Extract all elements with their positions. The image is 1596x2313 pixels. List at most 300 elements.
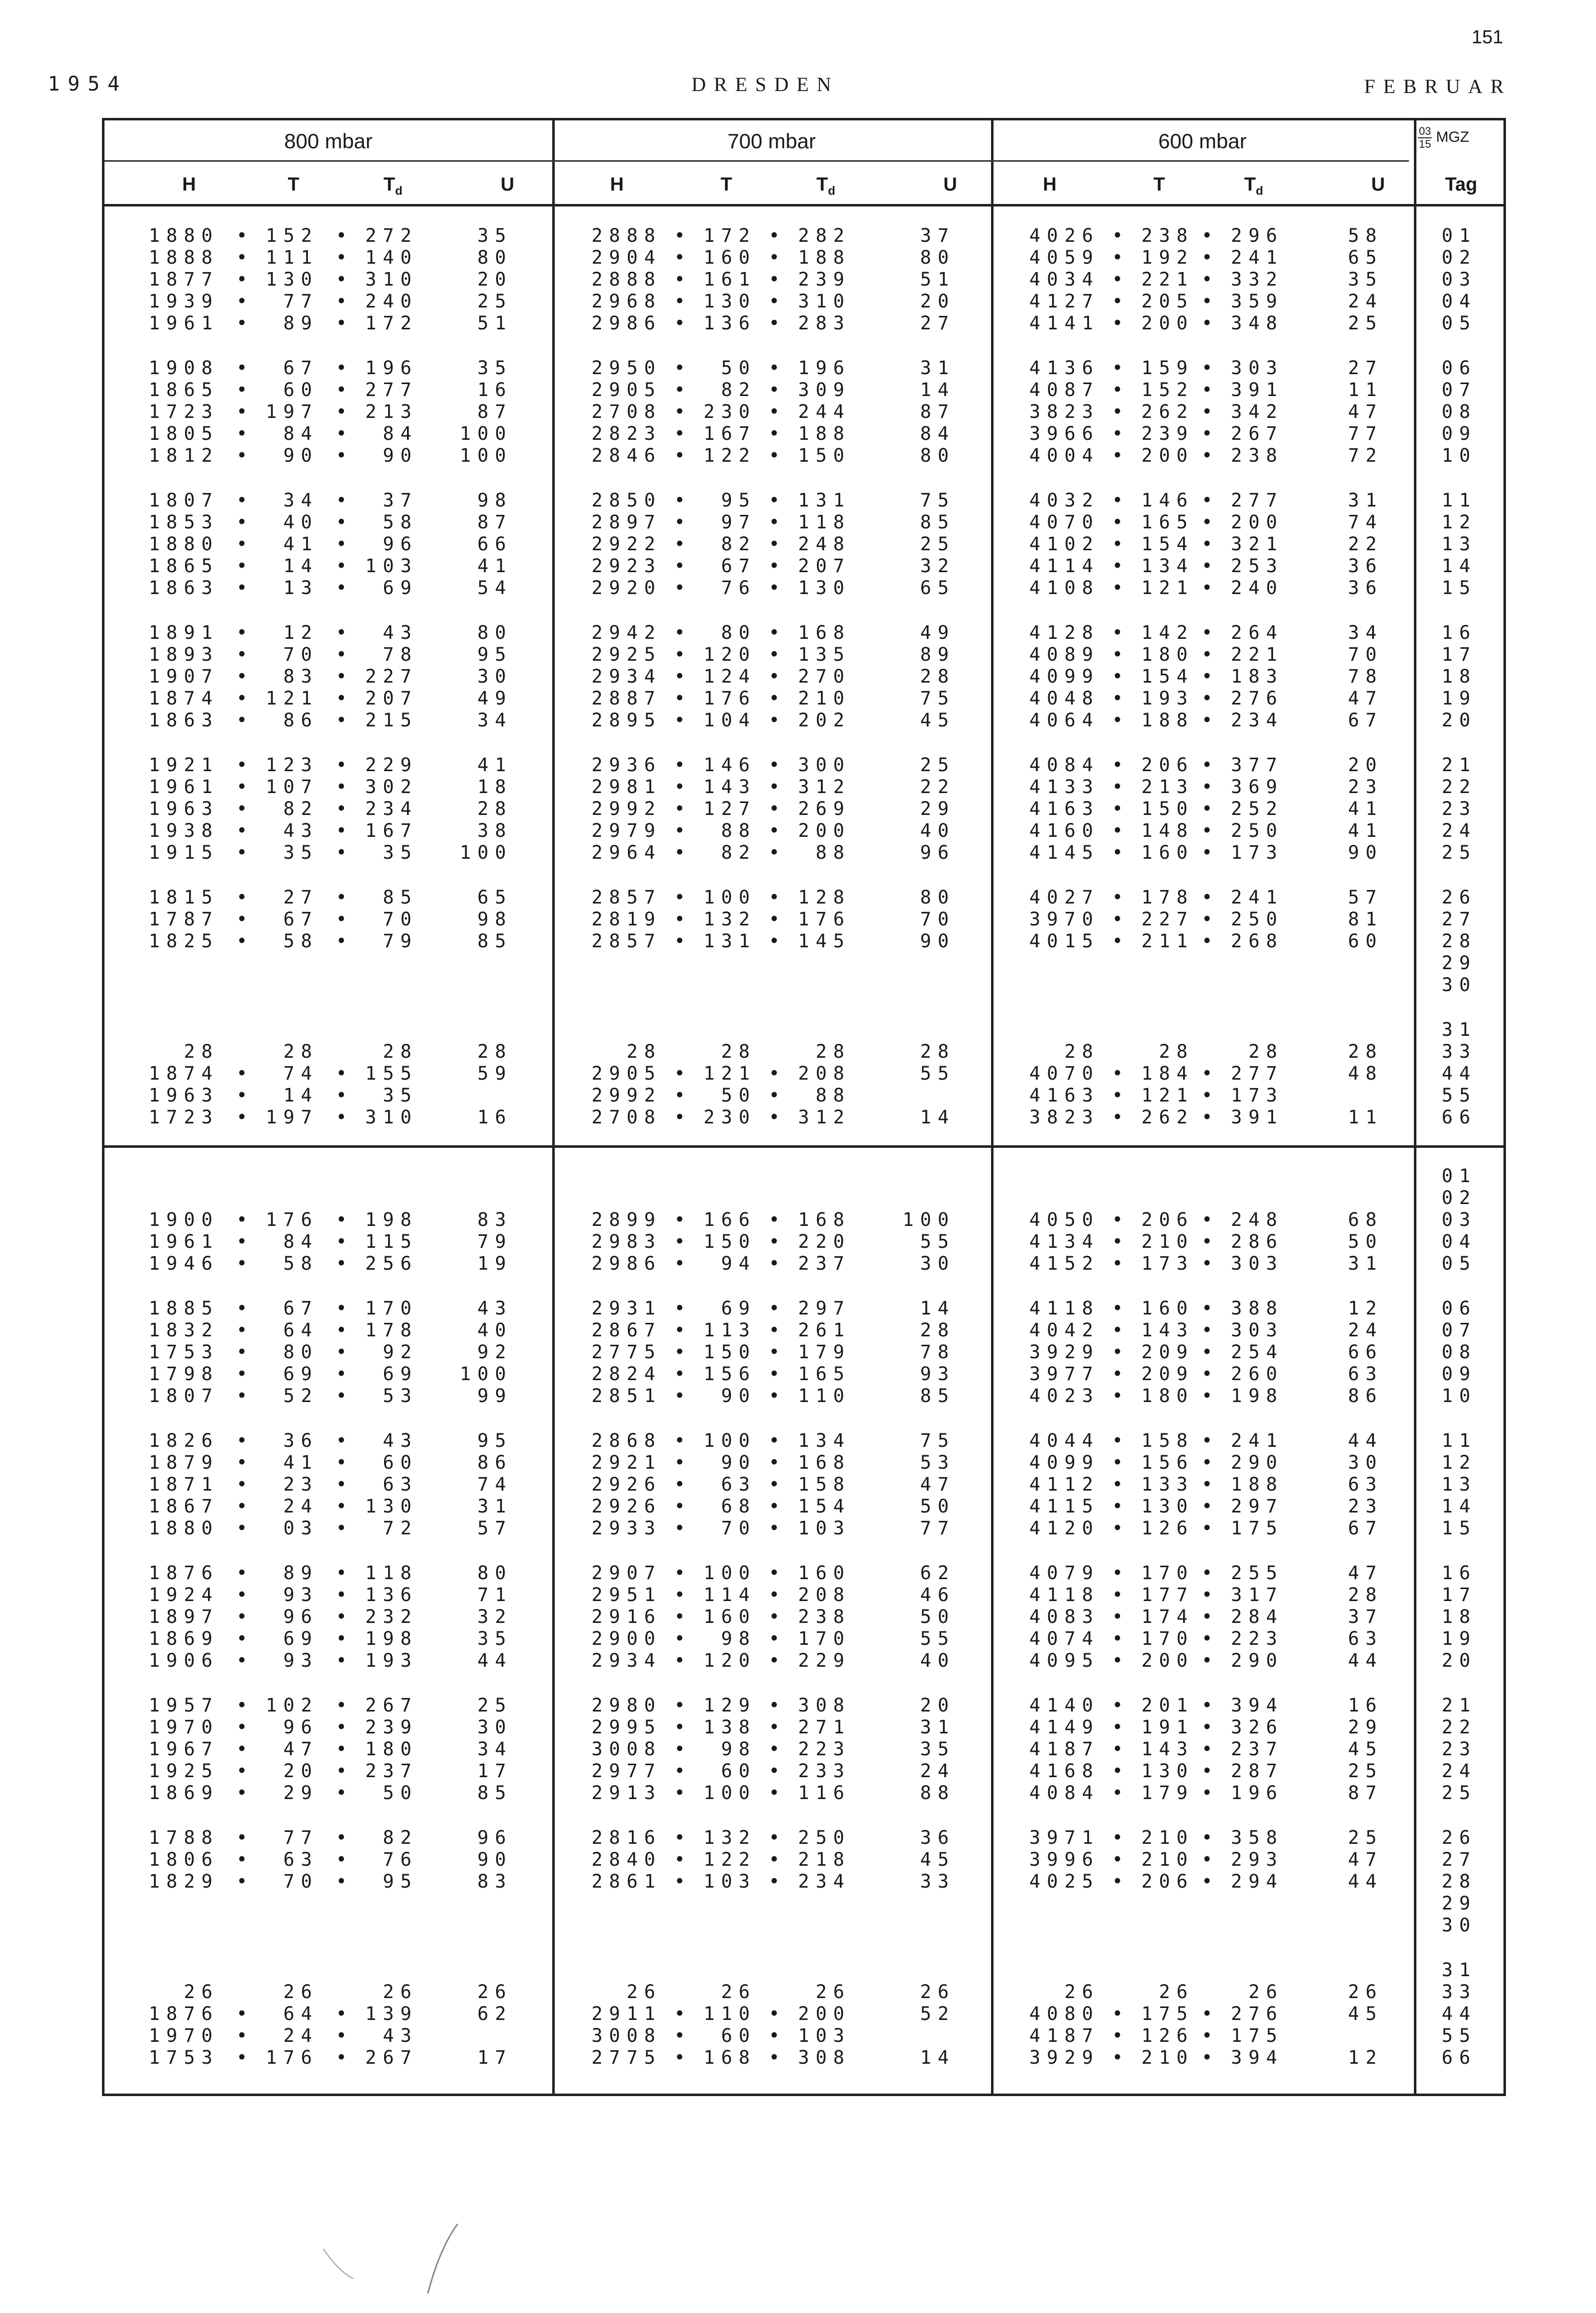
- negative-dot: •: [236, 1298, 254, 1319]
- cell-t-700: 166: [703, 1209, 756, 1230]
- negative-dot: •: [1112, 1496, 1130, 1517]
- cell-td-700: 312: [798, 776, 851, 798]
- negative-dot: •: [769, 1606, 787, 1627]
- cell-t-800: 27: [283, 887, 318, 908]
- cell-t-700: 132: [703, 1827, 756, 1848]
- cell-td-800: 78: [383, 644, 418, 665]
- cell-t-600: 206: [1141, 1209, 1194, 1230]
- cell-tag: 11: [1441, 1430, 1477, 1451]
- negative-dot: •: [769, 445, 787, 466]
- cell-h-700: 2907: [591, 1562, 662, 1584]
- cell-tag: 12: [1441, 511, 1477, 533]
- cell-td-600: 348: [1231, 312, 1284, 334]
- negative-dot: •: [236, 776, 254, 798]
- cell-t-700: 132: [703, 908, 756, 930]
- negative-dot: •: [674, 1106, 692, 1128]
- cell-t-700: 120: [703, 1650, 756, 1671]
- negative-dot: •: [1201, 1319, 1219, 1341]
- cell-t-800: 70: [283, 1871, 318, 1892]
- table-row: [104, 887, 1503, 908]
- cell-u-700: 55: [920, 1628, 955, 1649]
- negative-dot: •: [674, 887, 692, 908]
- tag-header: Tag: [1445, 174, 1478, 195]
- negative-dot: •: [236, 1650, 254, 1671]
- cell-u-700: 85: [920, 1385, 955, 1407]
- cell-t-700: 100: [703, 1782, 756, 1804]
- cell-tag: 05: [1441, 312, 1477, 334]
- table-row: [104, 688, 1503, 709]
- cell-t-700: 70: [721, 1517, 756, 1539]
- cell-td-800: 130: [365, 1496, 418, 1517]
- negative-dot: •: [236, 842, 254, 863]
- table-row: [104, 247, 1503, 269]
- cell-td-700: 207: [798, 555, 851, 577]
- cell-t-700: 98: [721, 1628, 756, 1649]
- cell-td-600: 183: [1231, 666, 1284, 687]
- cell-h-600: 4027: [1029, 887, 1099, 908]
- cell-td-600: 277: [1231, 1063, 1284, 1084]
- cell-h-800: 28: [184, 1041, 219, 1062]
- cell-tag: 02: [1441, 247, 1477, 268]
- cell-u-600: 25: [1348, 312, 1383, 334]
- cell-u-700: 90: [920, 930, 955, 952]
- header-rule: [104, 204, 1503, 206]
- cell-t-600: 205: [1141, 291, 1194, 312]
- cell-h-700: 2775: [591, 2047, 662, 2068]
- cell-tag: 28: [1441, 1871, 1477, 1892]
- cell-t-800: 28: [283, 1041, 318, 1062]
- cell-t-600: 154: [1141, 533, 1194, 555]
- negative-dot: •: [336, 1849, 354, 1870]
- cell-t-700: 143: [703, 776, 756, 798]
- negative-dot: •: [236, 908, 254, 930]
- cell-td-700: 179: [798, 1341, 851, 1363]
- negative-dot: •: [1201, 754, 1219, 776]
- cell-t-800: 83: [283, 666, 318, 687]
- negative-dot: •: [236, 1695, 254, 1716]
- negative-dot: •: [1112, 1341, 1130, 1363]
- negative-dot: •: [336, 247, 354, 268]
- cell-t-800: 34: [283, 490, 318, 511]
- cell-h-600: 4084: [1029, 754, 1099, 776]
- negative-dot: •: [769, 1849, 787, 1870]
- cell-td-600: 196: [1231, 1782, 1284, 1804]
- cell-h-800: 1812: [148, 445, 219, 466]
- negative-dot: •: [769, 269, 787, 290]
- cell-u-600: 45: [1348, 1738, 1383, 1760]
- negative-dot: •: [1112, 1298, 1130, 1319]
- cell-td-600: 377: [1231, 754, 1284, 776]
- negative-dot: •: [674, 1584, 692, 1606]
- cell-tag: 27: [1441, 1849, 1477, 1870]
- negative-dot: •: [769, 1063, 787, 1084]
- cell-h-600: 4140: [1029, 1695, 1099, 1716]
- cell-u-800: 90: [477, 1849, 512, 1870]
- negative-dot: •: [1112, 1584, 1130, 1606]
- table-row: [104, 379, 1503, 401]
- cell-td-800: 198: [365, 1209, 418, 1230]
- negative-dot: •: [674, 1209, 692, 1230]
- cell-u-600: 41: [1348, 798, 1383, 819]
- cell-t-600: 213: [1141, 776, 1194, 798]
- cell-u-600: 16: [1348, 1695, 1383, 1716]
- cell-t-600: 126: [1141, 2025, 1194, 2046]
- negative-dot: •: [674, 1430, 692, 1451]
- table-row: [104, 225, 1503, 247]
- table-row: [104, 974, 1503, 996]
- cell-h-800: 1753: [148, 2047, 219, 2068]
- negative-dot: •: [674, 1738, 692, 1760]
- negative-dot: •: [769, 379, 787, 401]
- cell-t-800: 26: [283, 1981, 318, 2003]
- cell-h-700: 2968: [591, 291, 662, 312]
- negative-dot: •: [336, 1496, 354, 1517]
- cell-tag: 20: [1441, 709, 1477, 731]
- table-row: [104, 1496, 1503, 1517]
- cell-h-700: 2951: [591, 1584, 662, 1606]
- cell-h-600: 3977: [1029, 1363, 1099, 1385]
- negative-dot: •: [236, 357, 254, 379]
- cell-t-800: 93: [283, 1584, 318, 1606]
- mgz-label: [1418, 125, 1503, 150]
- cell-h-700: 2840: [591, 1849, 662, 1870]
- cell-td-600: 388: [1231, 1298, 1284, 1319]
- cell-h-600: 4087: [1029, 379, 1099, 401]
- cell-t-600: 221: [1141, 269, 1194, 290]
- negative-dot: •: [1201, 1716, 1219, 1738]
- cell-td-800: 43: [383, 622, 418, 643]
- cell-t-600: 262: [1141, 401, 1194, 422]
- cell-td-800: 180: [365, 1738, 418, 1760]
- cell-h-700: 2857: [591, 930, 662, 952]
- cell-h-600: 28: [1064, 1041, 1099, 1062]
- cell-u-800: 16: [477, 379, 512, 401]
- cell-h-800: 1921: [148, 754, 219, 776]
- negative-dot: •: [336, 1253, 354, 1274]
- cell-u-800: 31: [477, 1496, 512, 1517]
- cell-h-700: 2905: [591, 1063, 662, 1084]
- table-row: [104, 1363, 1503, 1385]
- negative-dot: •: [236, 1341, 254, 1363]
- cell-h-600: 4102: [1029, 533, 1099, 555]
- cell-u-600: 66: [1348, 1341, 1383, 1363]
- negative-dot: •: [674, 269, 692, 290]
- cell-h-800: 1967: [148, 1738, 219, 1760]
- cell-td-600: 250: [1231, 820, 1284, 841]
- table-row: [104, 312, 1503, 334]
- cell-h-700: 2904: [591, 247, 662, 268]
- cell-tag: 03: [1441, 269, 1477, 290]
- cell-t-600: 206: [1141, 754, 1194, 776]
- negative-dot: •: [1112, 2025, 1130, 2046]
- cell-u-800: 41: [477, 754, 512, 776]
- cell-u-800: 62: [477, 2003, 512, 2024]
- cell-td-600: 268: [1231, 930, 1284, 952]
- cell-t-700: 82: [721, 533, 756, 555]
- cell-u-800: 79: [477, 1231, 512, 1252]
- negative-dot: •: [769, 555, 787, 577]
- cell-u-600: 63: [1348, 1363, 1383, 1385]
- cell-u-600: 41: [1348, 820, 1383, 841]
- negative-dot: •: [769, 2025, 787, 2046]
- cell-u-800: 28: [477, 1041, 512, 1062]
- negative-dot: •: [1201, 622, 1219, 643]
- negative-dot: •: [236, 1063, 254, 1084]
- cell-td-700: 310: [798, 291, 851, 312]
- cell-t-700: 50: [721, 1085, 756, 1106]
- cell-u-800: 30: [477, 666, 512, 687]
- cell-h-600: 3823: [1029, 1106, 1099, 1128]
- cell-td-700: 223: [798, 1738, 851, 1760]
- cell-h-700: 2708: [591, 401, 662, 422]
- table-row: [104, 1981, 1503, 2003]
- cell-tag: 22: [1441, 1716, 1477, 1738]
- negative-dot: •: [236, 1085, 254, 1106]
- negative-dot: •: [236, 1106, 254, 1128]
- cell-h-800: 1798: [148, 1363, 219, 1385]
- cell-t-600: 210: [1141, 2047, 1194, 2068]
- negative-dot: •: [674, 1871, 692, 1892]
- cell-h-700: 2922: [591, 533, 662, 555]
- negative-dot: •: [1201, 1063, 1219, 1084]
- negative-dot: •: [236, 577, 254, 599]
- cell-td-700: 300: [798, 754, 851, 776]
- negative-dot: •: [336, 511, 354, 533]
- cell-u-600: 57: [1348, 887, 1383, 908]
- cell-h-700: 2823: [591, 423, 662, 444]
- cell-u-700: 31: [920, 357, 955, 379]
- cell-t-700: 136: [703, 312, 756, 334]
- cell-u-800: 32: [477, 1606, 512, 1627]
- cell-h-600: 3970: [1029, 908, 1099, 930]
- negative-dot: •: [1112, 709, 1130, 731]
- negative-dot: •: [336, 2025, 354, 2046]
- cell-t-600: 175: [1141, 2003, 1194, 2024]
- cell-h-600: 4128: [1029, 622, 1099, 643]
- cell-u-800: 87: [477, 511, 512, 533]
- cell-td-800: 172: [365, 312, 418, 334]
- cell-u-600: 47: [1348, 401, 1383, 422]
- cell-u-800: 95: [477, 1430, 512, 1451]
- negative-dot: •: [1201, 423, 1219, 444]
- cell-td-700: 168: [798, 1209, 851, 1230]
- cell-tag: 26: [1441, 887, 1477, 908]
- cell-td-800: 227: [365, 666, 418, 687]
- cell-td-800: 28: [383, 1041, 418, 1062]
- negative-dot: •: [336, 423, 354, 444]
- negative-dot: •: [1112, 1363, 1130, 1385]
- negative-dot: •: [769, 842, 787, 863]
- cell-td-700: 134: [798, 1430, 851, 1451]
- negative-dot: •: [769, 2047, 787, 2068]
- negative-dot: •: [1112, 1063, 1130, 1084]
- cell-h-700: 2933: [591, 1517, 662, 1539]
- negative-dot: •: [674, 1760, 692, 1782]
- cell-tag: 08: [1441, 401, 1477, 422]
- cell-u-800: 26: [477, 1981, 512, 2003]
- cell-t-800: 96: [283, 1716, 318, 1738]
- negative-dot: •: [1201, 1452, 1219, 1473]
- cell-u-700: 28: [920, 1041, 955, 1062]
- cell-td-800: 35: [383, 1085, 418, 1106]
- negative-dot: •: [674, 577, 692, 599]
- table-row: [104, 1319, 1503, 1341]
- negative-dot: •: [236, 887, 254, 908]
- cell-u-600: 70: [1348, 644, 1383, 665]
- negative-dot: •: [236, 1517, 254, 1539]
- cell-td-700: 28: [815, 1041, 851, 1062]
- cell-tag: 15: [1441, 1517, 1477, 1539]
- negative-dot: •: [674, 1298, 692, 1319]
- cell-td-700: 118: [798, 511, 851, 533]
- cell-u-600: 36: [1348, 577, 1383, 599]
- cell-t-600: 210: [1141, 1849, 1194, 1870]
- negative-dot: •: [1201, 577, 1219, 599]
- cell-u-600: 44: [1348, 1430, 1383, 1451]
- cell-h-600: 4084: [1029, 1782, 1099, 1804]
- negative-dot: •: [769, 930, 787, 952]
- cell-u-700: 28: [920, 1319, 955, 1341]
- table-row: [104, 666, 1503, 688]
- negative-dot: •: [1201, 1430, 1219, 1451]
- cell-t-600: 142: [1141, 622, 1194, 643]
- cell-td-800: 118: [365, 1562, 418, 1584]
- cell-h-800: 1806: [148, 1849, 219, 1870]
- cell-tag: 13: [1441, 1474, 1477, 1495]
- negative-dot: •: [769, 357, 787, 379]
- cell-h-800: 1863: [148, 709, 219, 731]
- negative-dot: •: [674, 1517, 692, 1539]
- cell-h-700: 2979: [591, 820, 662, 841]
- cell-u-800: 83: [477, 1871, 512, 1892]
- cell-td-600: 188: [1231, 1474, 1284, 1495]
- cell-td-700: 188: [798, 423, 851, 444]
- group-800-mbar: 800 mbar: [284, 129, 373, 153]
- cell-t-700: 138: [703, 1716, 756, 1738]
- cell-u-600: 25: [1348, 1827, 1383, 1848]
- cell-u-600: 87: [1348, 1782, 1383, 1804]
- cell-t-800: 89: [283, 1562, 318, 1584]
- table-row: [104, 1019, 1503, 1041]
- cell-u-700: 75: [920, 1430, 955, 1451]
- negative-dot: •: [674, 511, 692, 533]
- cell-h-700: 2925: [591, 644, 662, 665]
- negative-dot: •: [1112, 490, 1130, 511]
- negative-dot: •: [1201, 1106, 1219, 1128]
- cell-tag: 55: [1441, 2025, 1477, 2046]
- cell-t-600: 239: [1141, 423, 1194, 444]
- negative-dot: •: [1201, 709, 1219, 731]
- cell-t-700: 156: [703, 1363, 756, 1385]
- cell-t-800: 60: [283, 379, 318, 401]
- table-row: [104, 1517, 1503, 1539]
- cell-td-800: 84: [383, 423, 418, 444]
- cell-td-700: 282: [798, 225, 851, 246]
- negative-dot: •: [674, 1628, 692, 1649]
- negative-dot: •: [336, 225, 354, 246]
- cell-t-700: 103: [703, 1871, 756, 1892]
- cell-h-800: 1826: [148, 1430, 219, 1451]
- negative-dot: •: [1112, 1871, 1130, 1892]
- cell-t-600: 134: [1141, 555, 1194, 577]
- cell-td-800: 103: [365, 555, 418, 577]
- cell-td-600: 221: [1231, 644, 1284, 665]
- negative-dot: •: [336, 709, 354, 731]
- cell-t-600: 200: [1141, 445, 1194, 466]
- cell-td-800: 58: [383, 511, 418, 533]
- cell-td-700: 145: [798, 930, 851, 952]
- cell-tag: 01: [1441, 225, 1477, 246]
- table-row: [104, 1231, 1503, 1253]
- cell-u-700: 36: [920, 1827, 955, 1848]
- cell-h-700: 26: [626, 1981, 662, 2003]
- cell-t-600: 180: [1141, 1385, 1194, 1407]
- cell-u-700: 62: [920, 1562, 955, 1584]
- negative-dot: •: [674, 1363, 692, 1385]
- cell-u-800: 71: [477, 1584, 512, 1606]
- negative-dot: •: [336, 445, 354, 466]
- cell-h-600: 4145: [1029, 842, 1099, 863]
- negative-dot: •: [1201, 1363, 1219, 1385]
- cell-u-700: 87: [920, 401, 955, 422]
- cell-t-700: 90: [721, 1452, 756, 1473]
- cell-td-700: 248: [798, 533, 851, 555]
- cell-u-700: 50: [920, 1496, 955, 1517]
- negative-dot: •: [336, 1106, 354, 1128]
- cell-tag: 25: [1441, 842, 1477, 863]
- negative-dot: •: [674, 1496, 692, 1517]
- cell-u-700: 22: [920, 776, 955, 798]
- cell-u-800: 99: [477, 1385, 512, 1407]
- cell-td-600: 240: [1231, 577, 1284, 599]
- cell-h-800: 1869: [148, 1628, 219, 1649]
- cell-h-700: 2992: [591, 1085, 662, 1106]
- negative-dot: •: [1201, 1695, 1219, 1716]
- cell-h-600: 4163: [1029, 1085, 1099, 1106]
- cell-td-700: 170: [798, 1628, 851, 1649]
- cell-tag: 30: [1441, 974, 1477, 996]
- cell-h-600: 4025: [1029, 1871, 1099, 1892]
- negative-dot: •: [1112, 776, 1130, 798]
- negative-dot: •: [1112, 2047, 1130, 2068]
- cell-t-600: 210: [1141, 1231, 1194, 1252]
- cell-h-700: 3008: [591, 1738, 662, 1760]
- negative-dot: •: [769, 1871, 787, 1892]
- cell-h-600: 4168: [1029, 1760, 1099, 1782]
- table-row: [104, 1106, 1503, 1128]
- cell-t-800: 69: [283, 1363, 318, 1385]
- negative-dot: •: [1112, 577, 1130, 599]
- negative-dot: •: [1112, 908, 1130, 930]
- cell-h-600: 4070: [1029, 511, 1099, 533]
- cell-td-800: 96: [383, 533, 418, 555]
- cell-t-600: 160: [1141, 1298, 1194, 1319]
- cell-u-700: 50: [920, 1606, 955, 1627]
- cell-t-600: 201: [1141, 1695, 1194, 1716]
- table-row: [104, 1430, 1503, 1452]
- cell-h-800: 1787: [148, 908, 219, 930]
- negative-dot: •: [1201, 1209, 1219, 1230]
- negative-dot: •: [336, 291, 354, 312]
- table-row: [104, 1165, 1503, 1187]
- negative-dot: •: [769, 1385, 787, 1407]
- cell-h-600: 4044: [1029, 1430, 1099, 1451]
- cell-t-700: 100: [703, 887, 756, 908]
- cell-h-800: 1874: [148, 1063, 219, 1084]
- cell-h-800: 1946: [148, 1253, 219, 1274]
- table-row: [104, 820, 1503, 842]
- negative-dot: •: [1201, 2025, 1219, 2046]
